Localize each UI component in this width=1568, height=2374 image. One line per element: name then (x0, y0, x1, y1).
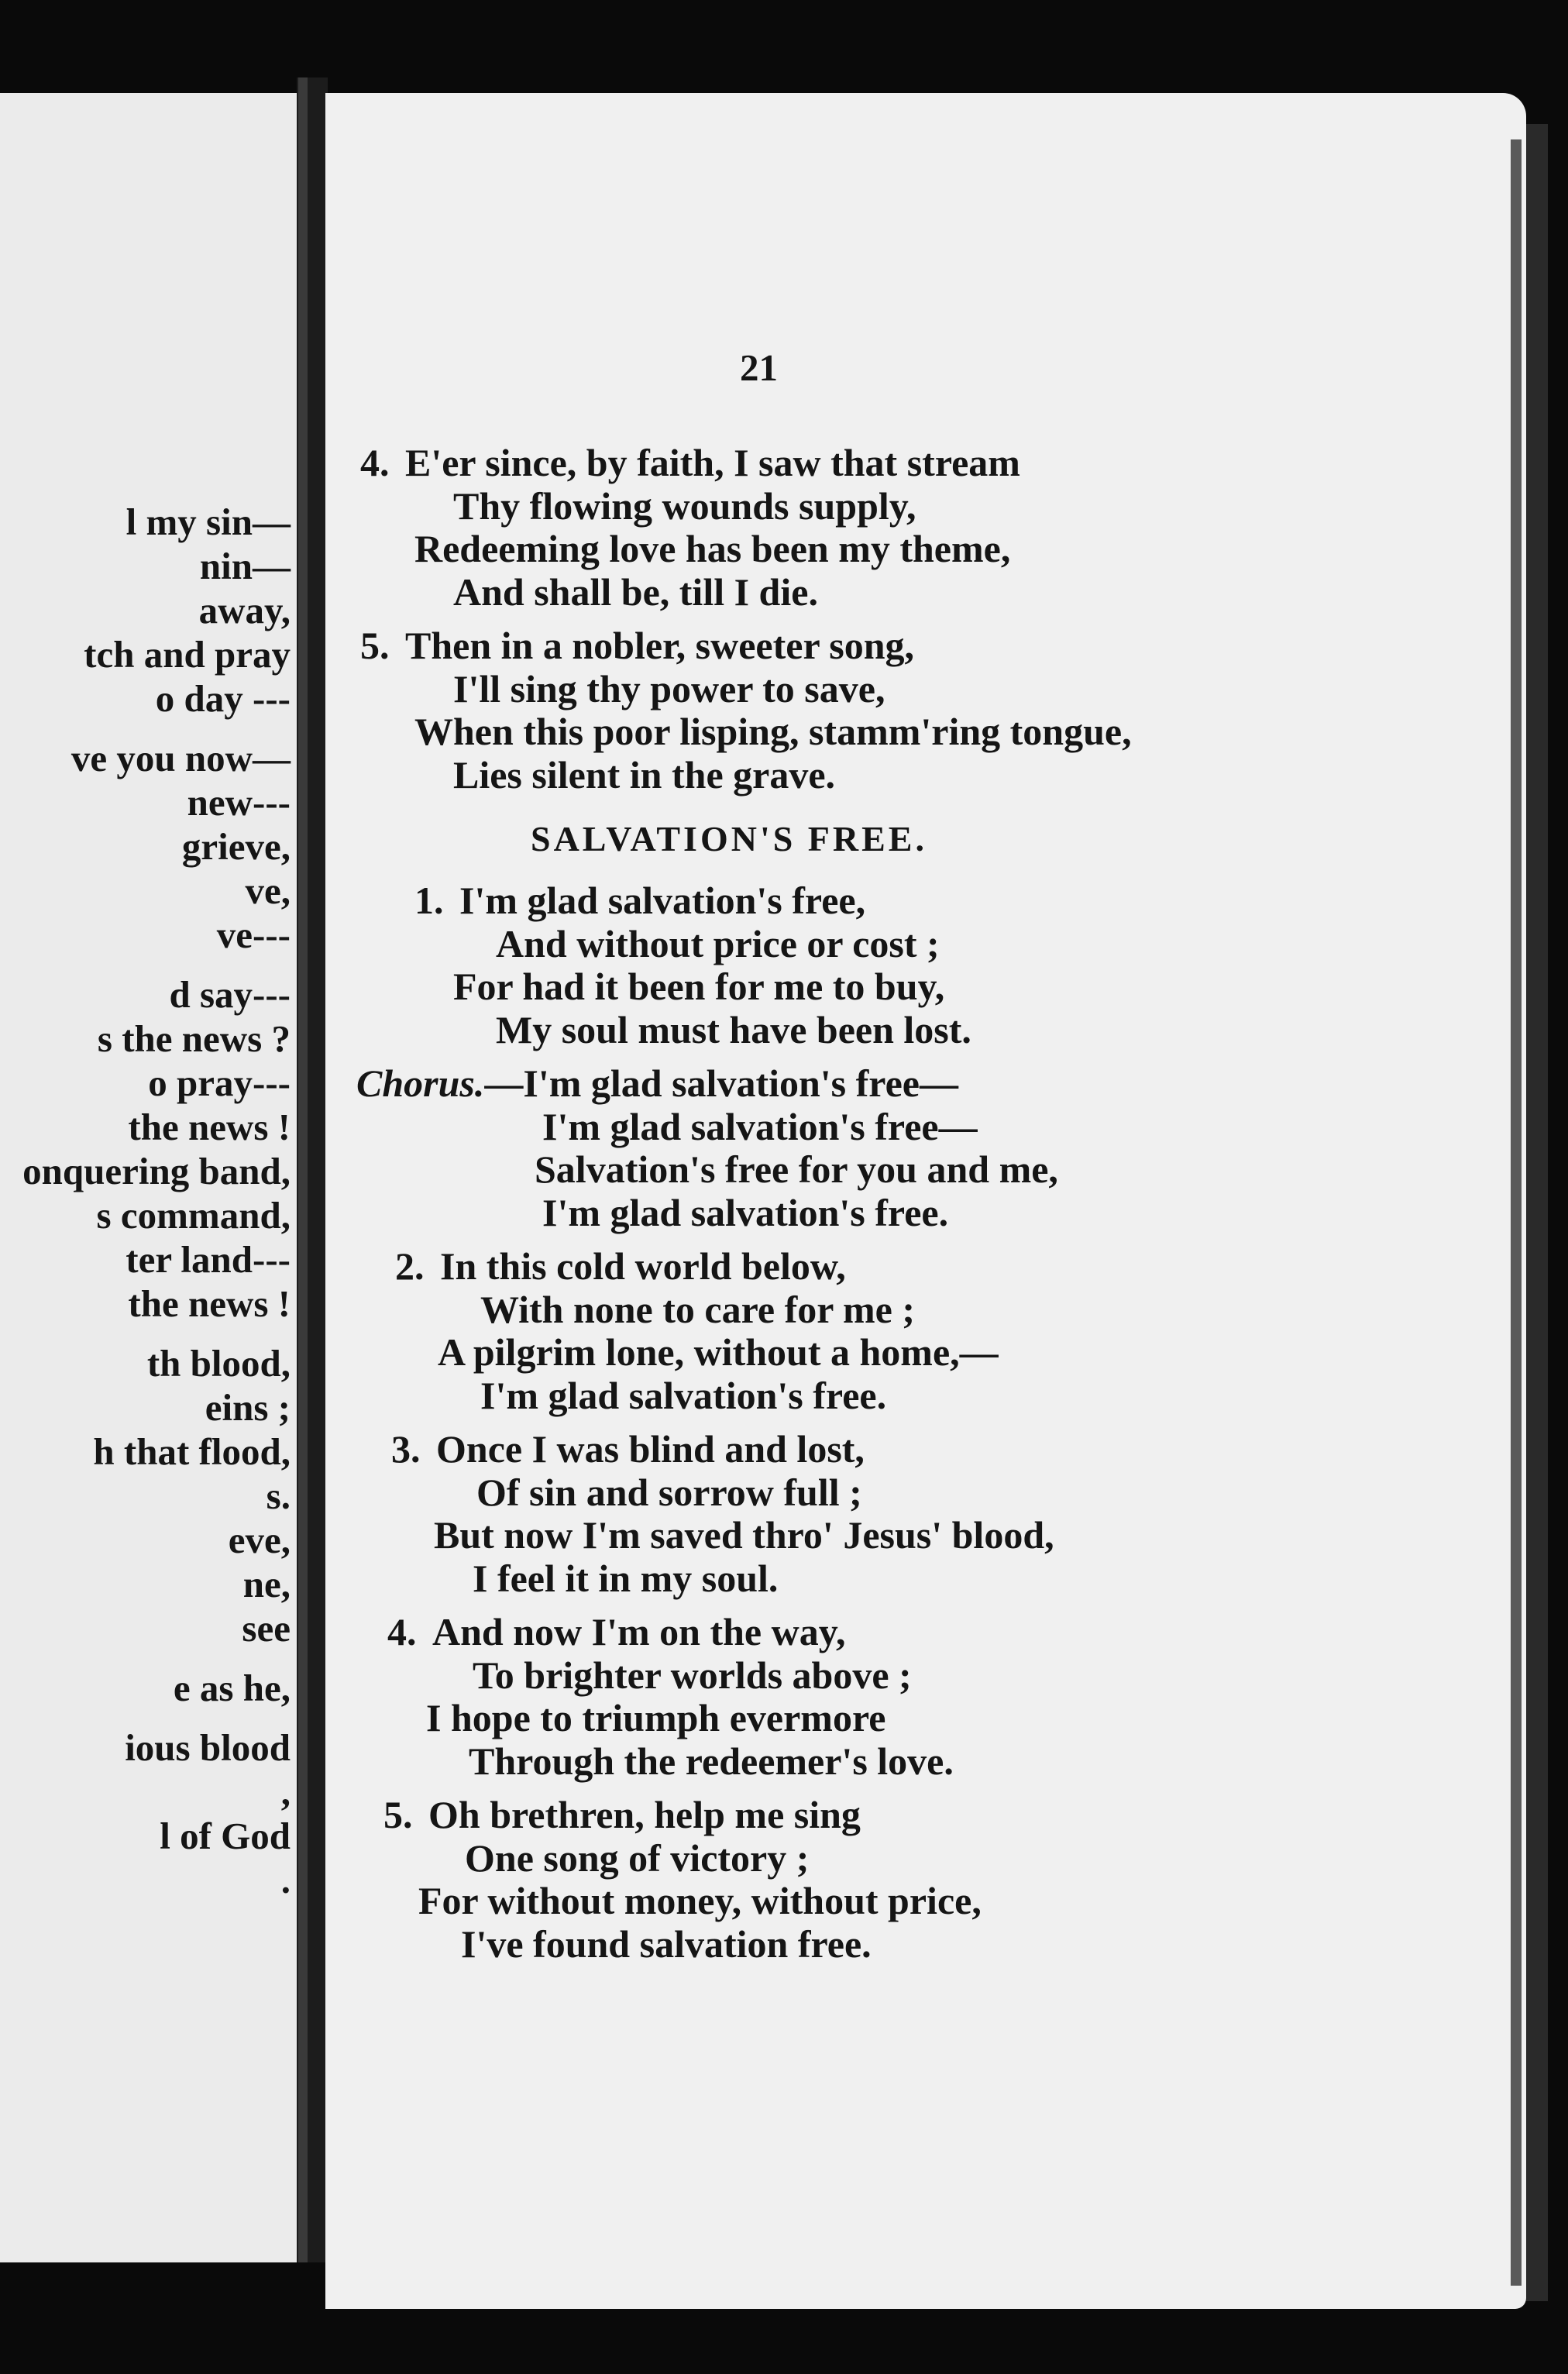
left-page-line: d say--- (169, 973, 291, 1016)
verse-text: In this cold world below, (440, 1244, 846, 1288)
song-verse (360, 1794, 1290, 1966)
song-verse (360, 1245, 1290, 1417)
left-page-line: s. (266, 1474, 291, 1517)
left-page-line: the news ! (128, 1282, 291, 1325)
verse-text: Then in a nobler, sweeter song, (405, 624, 915, 667)
song-title: SALVATION'S FREE. (531, 819, 927, 858)
chorus-label: Chorus. (356, 1061, 485, 1105)
left-page-line: ve, (245, 869, 291, 912)
verse-line: Lies silent in the grave. (453, 752, 836, 796)
song-verse (360, 1428, 1290, 1600)
verse-line: I'll sing thy power to save, (453, 666, 885, 710)
verse-line: And without price or cost ; (496, 921, 940, 965)
chorus-line: I'm glad salvation's free. (542, 1190, 949, 1234)
verse-number: 4. (387, 1610, 417, 1653)
left-page-line: nin— (199, 545, 291, 587)
song-verse (360, 1611, 1290, 1783)
left-page-line: ne, (242, 1563, 291, 1605)
verse-line: With none to care for me ; (480, 1287, 916, 1331)
verse-line: I hope to triumph evermore (426, 1696, 886, 1739)
page-edge (1511, 139, 1522, 2286)
left-page-line: away, (198, 589, 291, 631)
verse-number: 2. (395, 1244, 425, 1288)
left-page-line: tch and pray (84, 633, 291, 676)
verse-line: But now I'm saved thro' Jesus' blood, (434, 1513, 1054, 1557)
left-page-line: h that flood, (93, 1430, 291, 1473)
left-page-line: the news ! (128, 1106, 291, 1148)
left-page-line: s the news ? (97, 1017, 291, 1060)
left-page-line: . (280, 1859, 291, 1901)
verse-line: I feel it in my soul. (473, 1556, 779, 1600)
chorus-text: —I'm glad salvation's free— (484, 1061, 958, 1105)
song-verse (360, 879, 1290, 1051)
verse-number: 1. (414, 879, 444, 922)
left-page-line: eins ; (205, 1386, 291, 1429)
left-facing-page (0, 93, 298, 2262)
hymn-verse (360, 442, 1290, 614)
verse-line: For had it been for me to buy, (453, 965, 945, 1008)
left-page-line: s command, (96, 1194, 291, 1237)
chorus (356, 1062, 1290, 1234)
hymn-verse (360, 624, 1290, 796)
verse-line: Thy flowing wounds supply, (453, 483, 916, 528)
verse-number: 5. (383, 1793, 413, 1836)
verse-line: And shall be, till I die. (453, 569, 818, 614)
chorus-line (356, 1062, 1290, 1106)
verse-number: 5. (360, 624, 390, 667)
verse-line (360, 1611, 1290, 1654)
left-page-line: e as he, (173, 1667, 291, 1709)
left-page-line: , (280, 1770, 291, 1813)
gutter-fold (298, 77, 308, 2262)
verse-line: To brighter worlds above ; (473, 1653, 912, 1697)
verse-line: I'm glad salvation's free. (480, 1373, 887, 1417)
left-page-line: grieve, (181, 825, 291, 868)
chorus-line: Salvation's free for you and me, (535, 1147, 1058, 1191)
verse-line: I've found salvation free. (461, 1922, 872, 1966)
verse-text: I'm glad salvation's free, (459, 879, 866, 922)
verse-text: E'er since, by faith, I saw that stream (405, 441, 1020, 484)
left-page-line: ter land--- (126, 1238, 291, 1281)
verse-line: Through the redeemer's love. (469, 1739, 954, 1783)
verse-line (360, 1794, 1290, 1837)
verse-line (360, 624, 1290, 668)
left-page-line: eve, (228, 1519, 291, 1561)
verse-text: Oh brethren, help me sing (428, 1793, 861, 1836)
verse-text: Once I was blind and lost, (436, 1427, 865, 1471)
verse-line (360, 879, 1290, 923)
left-page-text (0, 500, 291, 1902)
verse-line: Redeeming love has been my theme, (414, 527, 1011, 570)
left-page-line: ve you now— (70, 737, 291, 779)
verse-text: And now I'm on the way, (432, 1610, 846, 1653)
left-page-line: new--- (187, 781, 291, 824)
verse-number: 3. (391, 1427, 421, 1471)
verse-line: For without money, without price, (418, 1879, 982, 1922)
left-page-line: l of God (160, 1815, 291, 1857)
left-page-line: see (242, 1607, 291, 1650)
page-content (356, 441, 1290, 1977)
left-page-line: ious blood (125, 1726, 291, 1769)
verse-line: One song of victory ; (465, 1836, 810, 1880)
left-page-line: onquering band, (22, 1150, 291, 1192)
page-number: 21 (740, 346, 778, 389)
left-page-line: o pray--- (148, 1061, 291, 1104)
verse-line (360, 442, 1290, 485)
chorus-line: I'm glad salvation's free— (542, 1104, 978, 1148)
verse-line: My soul must have been lost. (496, 1007, 971, 1051)
verse-number: 4. (360, 441, 390, 484)
verse-line (360, 1428, 1290, 1471)
verse-line (360, 1245, 1290, 1288)
verse-line: Of sin and sorrow full ; (476, 1470, 862, 1514)
left-page-line: o day --- (155, 677, 291, 720)
left-page-line: ve--- (216, 913, 291, 956)
left-page-line: th blood, (146, 1342, 291, 1385)
verse-line: When this poor lisping, stamm'ring tongue, (414, 710, 1132, 753)
left-page-line: l my sin— (126, 501, 291, 543)
verse-line: A pilgrim lone, without a home,— (438, 1330, 999, 1374)
